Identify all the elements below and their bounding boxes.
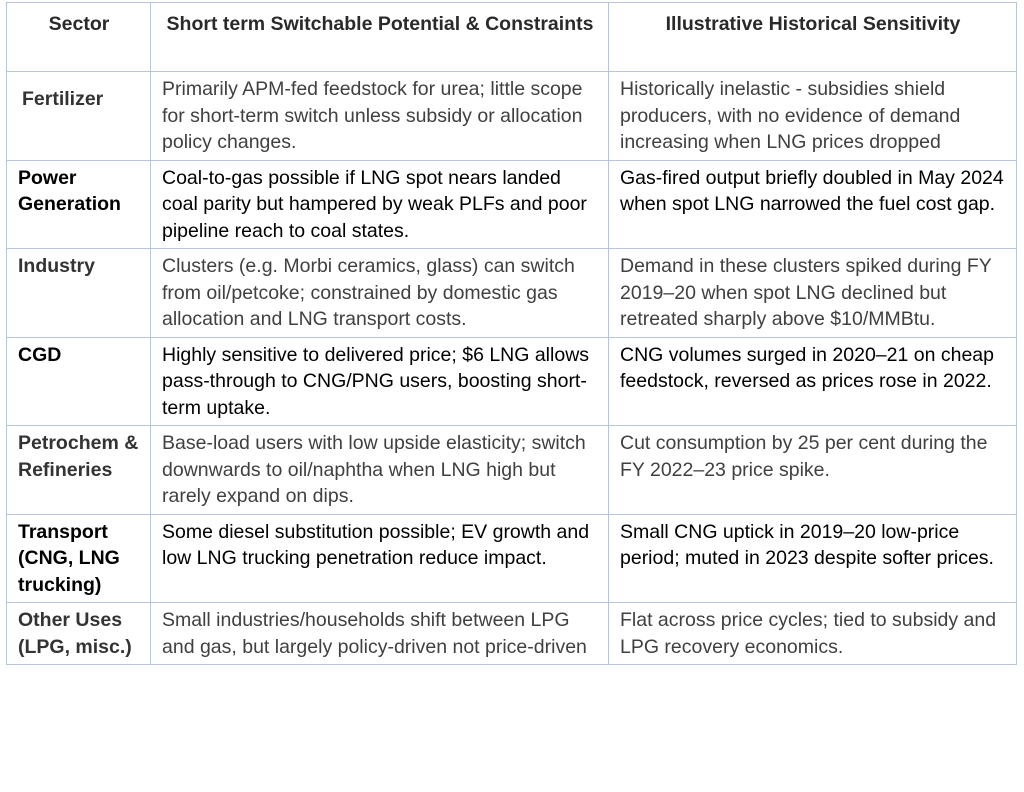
table-row bbox=[7, 249, 1017, 338]
potential-cell: Primarily APM-fed feedstock for urea; little scope for short-term switch unless subsidy or allocation policy changes. bbox=[151, 72, 609, 161]
potential-cell: Base-load users with low upside elasticity; switch downwards to oil/naphtha when LNG high but rarely expand on dips. bbox=[151, 426, 609, 515]
sensitivity-cell: Gas-fired output briefly doubled in May 2024 when spot LNG narrowed the fuel cost gap. bbox=[609, 160, 1017, 249]
sector-cell: CGD bbox=[7, 337, 151, 426]
potential-cell: Small industries/households shift between LPG and gas, but largely policy-driven not price-driven bbox=[151, 603, 609, 665]
table-row bbox=[7, 514, 1017, 603]
header-sensitivity: Illustrative Historical Sensitivity bbox=[609, 3, 1017, 72]
sector-cell: Fertilizer bbox=[7, 72, 151, 161]
table-row bbox=[7, 72, 1017, 161]
table-row bbox=[7, 337, 1017, 426]
sector-cell: Power Generation bbox=[7, 160, 151, 249]
header-sector: Sector bbox=[7, 3, 151, 72]
sensitivity-cell: Flat across price cycles; tied to subsidy and LPG recovery economics. bbox=[609, 603, 1017, 665]
table-header-row bbox=[7, 3, 1017, 72]
sensitivity-cell: Demand in these clusters spiked during FY 2019–20 when spot LNG declined but retreated sharply above $10/MMBtu. bbox=[609, 249, 1017, 338]
sector-sensitivity-table bbox=[6, 2, 1017, 665]
sector-cell: Petrochem & Refineries bbox=[7, 426, 151, 515]
sensitivity-cell: Historically inelastic - subsidies shield producers, with no evidence of demand increasing when LNG prices dropped bbox=[609, 72, 1017, 161]
potential-cell: Coal-to-gas possible if LNG spot nears landed coal parity but hampered by weak PLFs and poor pipeline reach to coal states. bbox=[151, 160, 609, 249]
table-row bbox=[7, 603, 1017, 665]
sector-cell: Transport (CNG, LNG trucking) bbox=[7, 514, 151, 603]
potential-cell: Some diesel substitution possible; EV growth and low LNG trucking penetration reduce impact. bbox=[151, 514, 609, 603]
sensitivity-cell: CNG volumes surged in 2020–21 on cheap feedstock, reversed as prices rose in 2022. bbox=[609, 337, 1017, 426]
table-row bbox=[7, 426, 1017, 515]
potential-cell: Clusters (e.g. Morbi ceramics, glass) can switch from oil/petcoke; constrained by domestic gas allocation and LNG transport costs. bbox=[151, 249, 609, 338]
sector-cell: Industry bbox=[7, 249, 151, 338]
table-row bbox=[7, 160, 1017, 249]
potential-cell: Highly sensitive to delivered price; $6 LNG allows pass-through to CNG/PNG users, boosting short-term uptake. bbox=[151, 337, 609, 426]
sensitivity-cell: Cut consumption by 25 per cent during the FY 2022–23 price spike. bbox=[609, 426, 1017, 515]
sensitivity-cell: Small CNG uptick in 2019–20 low-price period; muted in 2023 despite softer prices. bbox=[609, 514, 1017, 603]
header-potential: Short term Switchable Potential & Constraints bbox=[151, 3, 609, 72]
sector-cell: Other Uses (LPG, misc.) bbox=[7, 603, 151, 665]
